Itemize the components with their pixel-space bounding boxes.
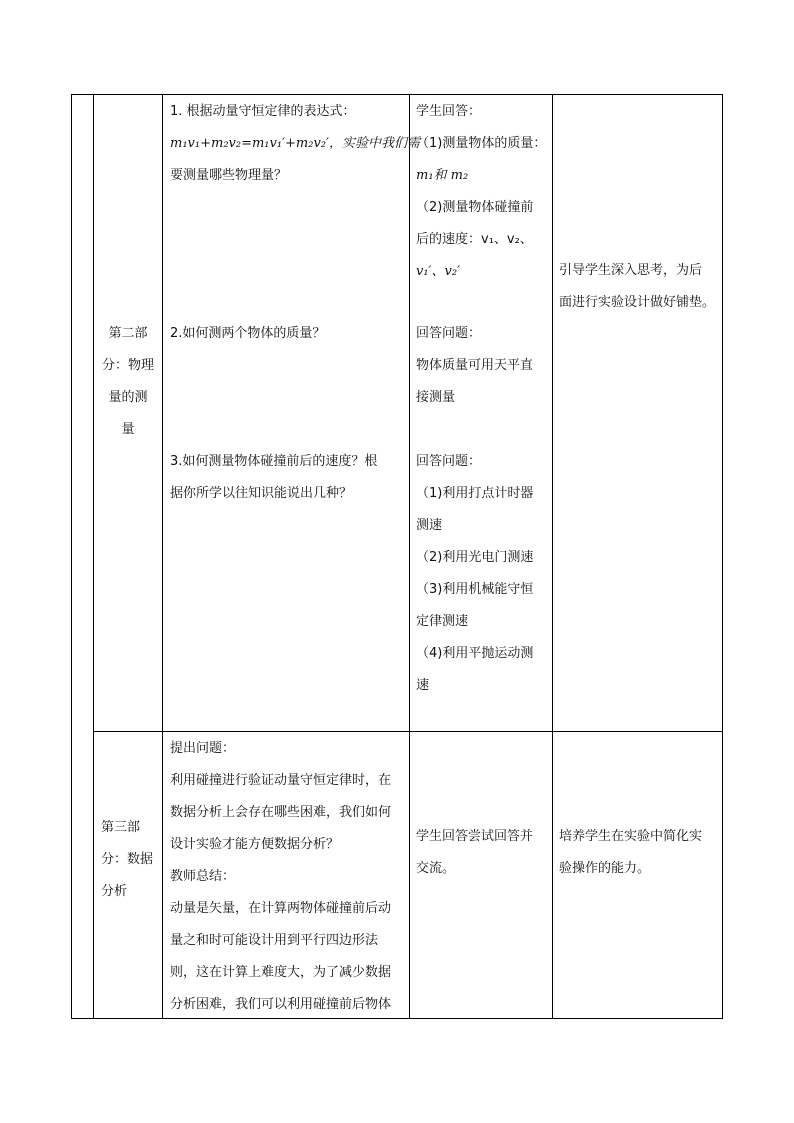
section-label-line: 分：物理: [101, 358, 154, 373]
momentum-formula: m₁v₁+m₂v₂=m₁v₁′+m₂v₂′，实验中我们需: [170, 136, 420, 151]
table-left-border: [71, 94, 72, 1019]
text-line: 后的速度：v₁、v₂、: [416, 232, 533, 247]
table-right-border: [722, 94, 723, 1019]
text-line: 速: [416, 678, 430, 693]
section-label-line: 第二部: [108, 326, 148, 341]
text-line: [416, 264, 460, 280]
text-line: （2)测量物体碰撞前: [416, 200, 534, 215]
text-line: （1)利用打点计时器: [416, 486, 534, 501]
text-line: 定律测速: [416, 614, 469, 629]
section-label-line: 分：数据: [101, 852, 154, 867]
text-line: （3)利用机械能守恒: [416, 582, 534, 597]
text-line: 物体质量可用天平直: [416, 358, 534, 373]
text-line: 引导学生深入思考，为后: [559, 263, 703, 278]
section-label-line: 量: [121, 422, 135, 437]
mass-symbols: m₁和 m₂: [416, 168, 469, 183]
table-bottom-border: [71, 1018, 723, 1019]
velocity-symbols: v₁′、v₂′: [416, 264, 461, 279]
text-line: （1)测量物体的质量：: [416, 136, 547, 151]
text-line: 教师总结：: [170, 869, 236, 884]
column-divider-2: [162, 94, 163, 1019]
text-line: 面进行实验设计做好铺垫。: [559, 295, 716, 310]
text-line: 数据分析上会存在哪些困难，我们如何: [170, 805, 392, 820]
text-line: （2)利用光电门测速: [416, 550, 534, 565]
text-line: 要测量哪些物理量？: [170, 168, 288, 183]
table-top-border: [71, 94, 723, 95]
formula-line: [170, 136, 420, 152]
text-line: 1. 根据动量守恒定律的表达式：: [170, 104, 356, 119]
section-label-line: 分析: [101, 884, 128, 899]
text-line: 则，这在计算上难度大，为了减少数据: [170, 965, 392, 980]
column-divider-3: [409, 94, 410, 1019]
row-divider: [93, 731, 723, 732]
text-line: 回答问题：: [416, 454, 482, 469]
text-line: 学生回答：: [416, 104, 482, 119]
section-label-line: 量的测: [108, 390, 148, 405]
text-line: 学生回答尝试回答并: [416, 829, 534, 844]
text-line: 利用碰撞进行验证动量守恒定律时，在: [170, 773, 392, 788]
text-line: 验操作的能力。: [559, 861, 651, 876]
text-line: 测速: [416, 518, 443, 533]
column-divider-4: [552, 94, 553, 1019]
text-line: 培养学生在实验中简化实: [559, 829, 703, 844]
text-line: 3.如何测量物体碰撞前后的速度？根: [170, 454, 378, 469]
text-line: [416, 168, 468, 184]
text-line: 2.如何测两个物体的质量？: [170, 326, 326, 341]
text-line: 设计实验才能方便数据分析？: [170, 837, 340, 852]
column-divider-1: [93, 94, 94, 1019]
text-line: 分析困难，我们可以利用碰撞前后物体: [170, 997, 392, 1012]
text-line: 提出问题：: [170, 741, 236, 756]
text-line: 回答问题：: [416, 326, 482, 341]
text-line: 动量是矢量，在计算两物体碰撞前后动: [170, 901, 392, 916]
text-line: 量之和时可能设计用到平行四边形法: [170, 933, 379, 948]
text-line: 接测量: [416, 390, 456, 405]
text-line: 交流。: [416, 861, 456, 876]
text-line: （4)利用平抛运动测: [416, 646, 534, 661]
section-label-line: 第三部: [101, 820, 141, 835]
text-line: 据你所学以往知识能说出几种？: [170, 486, 353, 501]
